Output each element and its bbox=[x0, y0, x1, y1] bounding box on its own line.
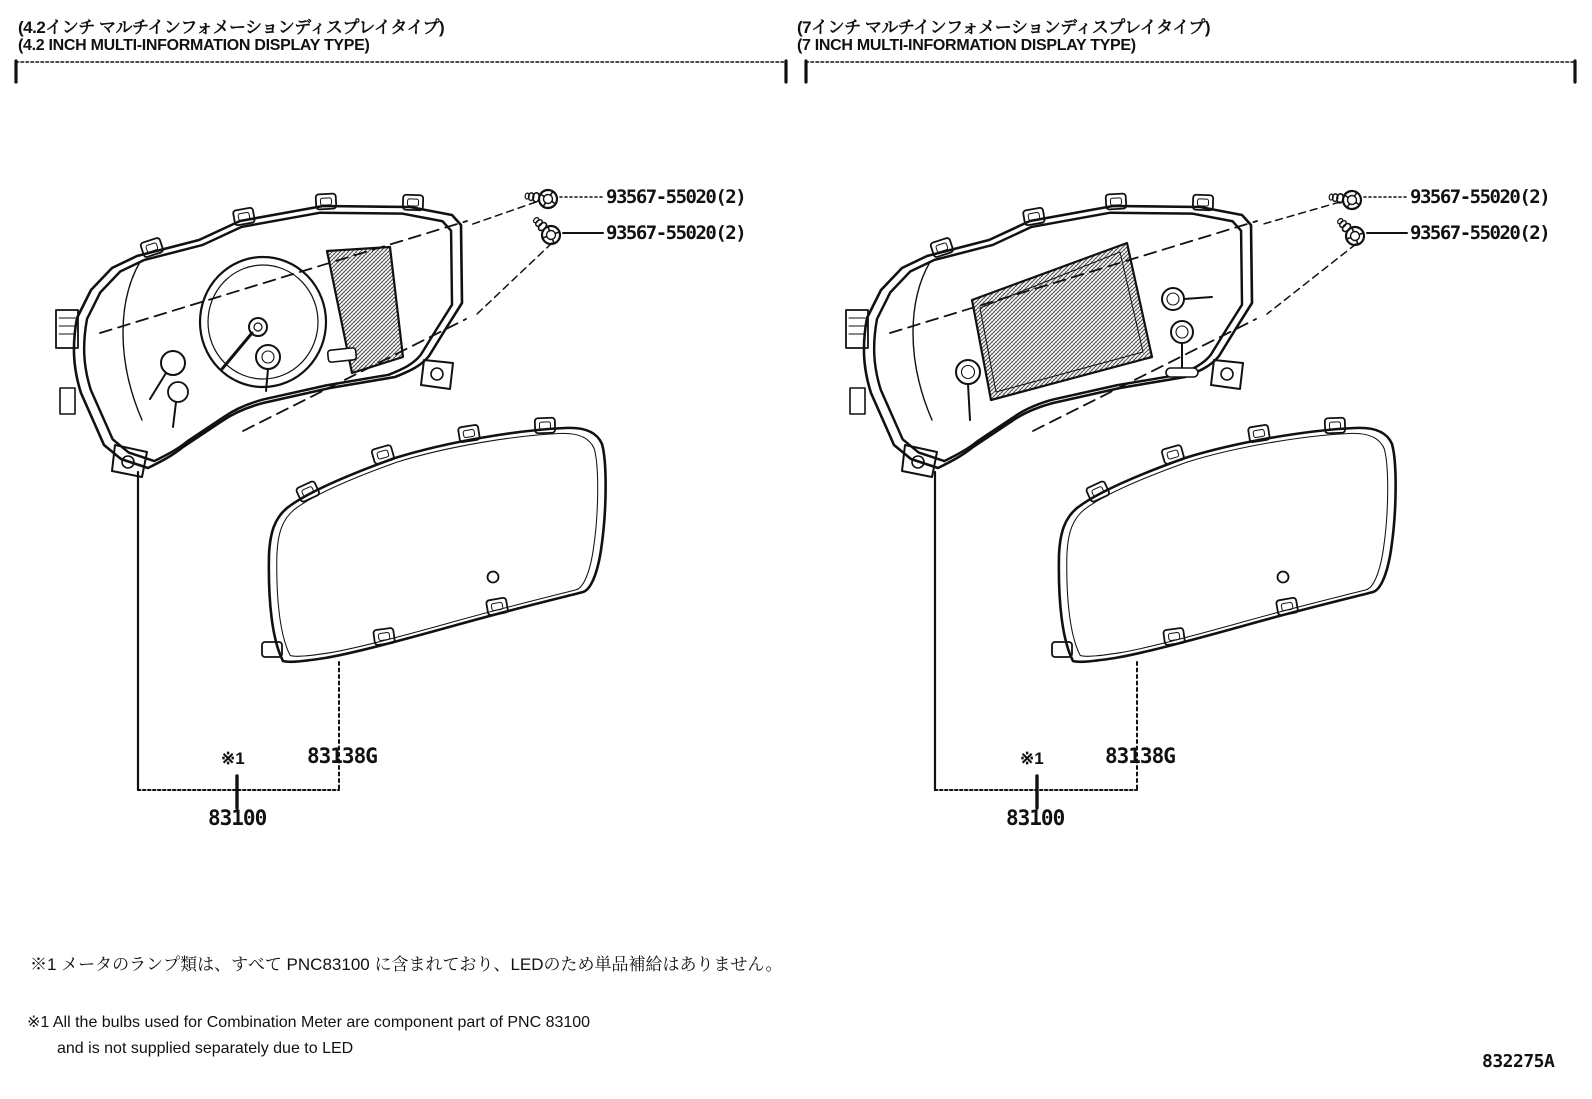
part-number-screw-1-left: 93567-55020(2) bbox=[606, 186, 746, 208]
combination-meter-7-inch-drawing bbox=[846, 193, 1257, 477]
screws-left bbox=[524, 185, 603, 251]
right-panel-title-jp: (7インチ マルチインフォメーションディスプレイタイプ) bbox=[797, 18, 1211, 37]
part-number-assy-left: 83100 bbox=[208, 806, 267, 830]
right-panel-frame bbox=[806, 61, 1575, 82]
screws-right bbox=[1260, 186, 1407, 314]
part-number-screw-1-right: 93567-55020(2) bbox=[1410, 186, 1550, 208]
footnote-english-line2: and is not supplied separately due to LED bbox=[57, 1040, 354, 1057]
figure-code: 832275A bbox=[1482, 1051, 1555, 1072]
part-number-screw-2-right: 93567-55020(2) bbox=[1410, 222, 1550, 244]
meter-lens-left-drawing bbox=[262, 418, 606, 662]
part-number-screw-2-left: 93567-55020(2) bbox=[606, 222, 746, 244]
part-number-lens-left: 83138G bbox=[307, 744, 377, 768]
ref-mark-left: ※1 bbox=[221, 749, 245, 768]
footnote-japanese: ※1 メータのランプ類は、すべて PNC83100 に含まれており、LEDのため単品補給はありません。 bbox=[30, 955, 783, 974]
right-panel-title-en: (7 INCH MULTI-INFORMATION DISPLAY TYPE) bbox=[797, 37, 1136, 54]
ref-mark-right: ※1 bbox=[1020, 749, 1044, 768]
meter-lens-right-drawing bbox=[1052, 418, 1396, 662]
left-panel-title-en: (4.2 INCH MULTI-INFORMATION DISPLAY TYPE) bbox=[18, 37, 370, 54]
part-number-assy-right: 83100 bbox=[1006, 806, 1065, 830]
left-panel-title-jp: (4.2インチ マルチインフォメーションディスプレイタイプ) bbox=[18, 18, 445, 37]
footnote-english-line1: ※1 All the bulbs used for Combination Meter are component part of PNC 83100 bbox=[27, 1014, 591, 1031]
left-panel-frame bbox=[16, 61, 786, 82]
part-number-lens-right: 83138G bbox=[1105, 744, 1175, 768]
combination-meter-4-2-inch-drawing bbox=[56, 193, 552, 477]
